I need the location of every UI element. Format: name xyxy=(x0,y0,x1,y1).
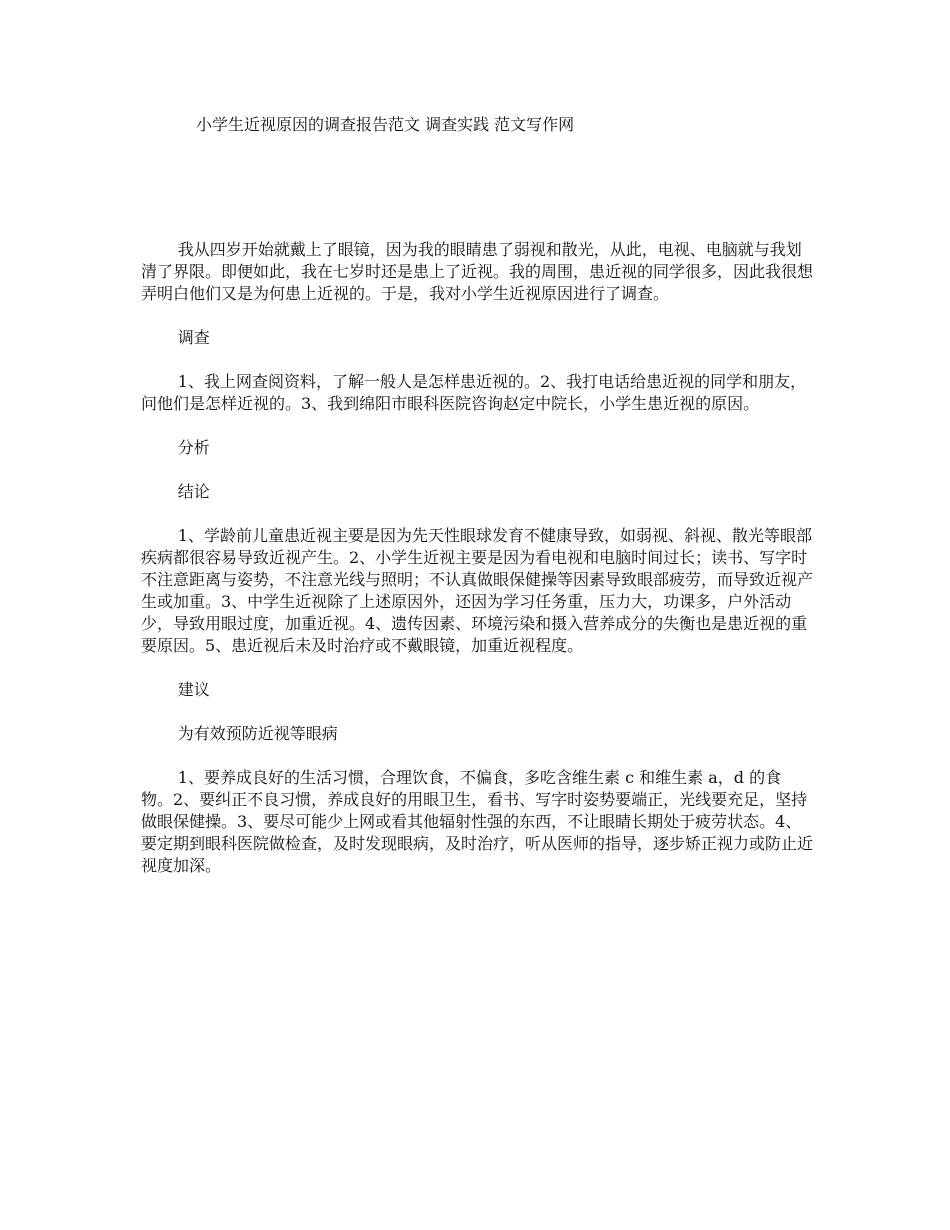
section-heading-conclusion: 结论 xyxy=(177,482,210,501)
section-heading-survey: 调查 xyxy=(177,328,210,347)
intro-paragraph: 我从四岁开始就戴上了眼镜，因为我的眼睛患了弱视和散光，从此，电视、电脑就与我划清了界限。即便如此，我在七岁时还是患上了近视。我的周围，患近视的同学很多，因此我很想弄明白他们又是为何患上近视的。于是，我对小学生近视原因进行了调查。 xyxy=(141,240,814,303)
document-body xyxy=(141,239,813,899)
suggestion-paragraph: 1、要养成良好的生活习惯，合理饮食，不偏食，多吃含维生素 c 和维生素 a，d 的食物。2、要纠正不良习惯，养成良好的用眼卫生，看书、写字时姿势要端正，光线要充足，坚持做眼保健操。3、要尽可能少上网或看其他辐射性强的东西，不让眼睛长期处于疲劳状态。4、要定期到眼科医院做检查，及时发现眼病，及时治疗，听从医师的指导，逐步矫正视力或防止近视度加深。 xyxy=(141,768,814,875)
section-heading-analysis: 分析 xyxy=(177,438,210,457)
suggestion-lead: 为有效预防近视等眼病 xyxy=(177,724,338,743)
section-heading-suggestion: 建议 xyxy=(177,680,210,699)
document-title: 小学生近视原因的调查报告范文 调查实践 范文写作网 xyxy=(196,115,575,134)
conclusion-paragraph: 1、学龄前儿童患近视主要是因为先天性眼球发育不健康导致，如弱视、斜视、散光等眼部疾病都很容易导致近视产生。2、小学生近视主要是因为看电视和电脑时间过长；读书、写字时不注意距离与姿势，不注意光线与照明；不认真做眼保健操等因素导致眼部疲劳，而导致近视产生或加重。3、中学生近视除了上述原因外，还因为学习任务重，压力大，功课多，户外活动少，导致用眼过度，加重近视。4、遗传因素、环境污染和摄入营养成分的失衡也是患近视的重要原因。5、患近视后未及时治疗或不戴眼镜，加重近视程度。 xyxy=(141,526,814,655)
survey-paragraph: 1、我上网查阅资料，了解一般人是怎样患近视的。2、我打电话给患近视的同学和朋友，问他们是怎样近视的。3、我到绵阳市眼科医院咨询赵定中院长，小学生患近视的原因。 xyxy=(141,372,807,413)
